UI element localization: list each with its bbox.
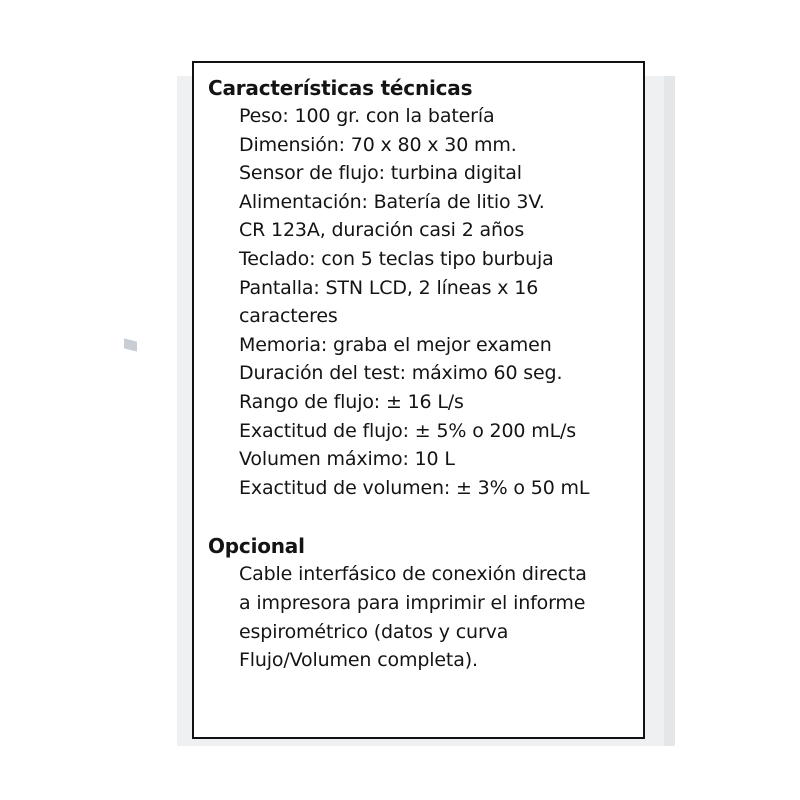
optional-description <box>208 560 638 674</box>
spec-item-keyboard: Teclado: con 5 teclas tipo burbuja <box>239 247 554 270</box>
spec-item-display-cont: caracteres <box>239 305 338 328</box>
specs-list <box>208 102 638 502</box>
optional-line: Flujo/Volumen completa). <box>239 649 478 672</box>
spec-item-memory: Memoria: graba el mejor examen <box>239 333 552 356</box>
spec-content <box>208 74 638 675</box>
spec-item-display: Pantalla: STN LCD, 2 líneas x 16 <box>239 276 539 299</box>
background-strip <box>664 76 675 746</box>
optional-line: a impresora para imprimir el informe <box>239 591 586 614</box>
side-mark <box>124 338 137 351</box>
spec-item-max-volume: Volumen máximo: 10 L <box>239 448 455 471</box>
optional-heading: Opcional <box>208 534 305 559</box>
spec-item-flow-range: Rango de flujo: ± 16 L/s <box>239 390 464 413</box>
spec-item-power: Alimentación: Batería de litio 3V. <box>239 190 545 213</box>
specs-heading: Características técnicas <box>208 76 473 100</box>
spec-item-test-duration: Duración del test: máximo 60 seg. <box>239 362 563 385</box>
spec-item-volume-accuracy: Exactitud de volumen: ± 3% o 50 mL <box>239 476 590 499</box>
spec-item-weight: Peso: 100 gr. con la batería <box>239 105 495 127</box>
spec-item-flow-sensor: Sensor de flujo: turbina digital <box>239 162 522 185</box>
spec-item-dimension: Dimensión: 70 x 80 x 30 mm. <box>239 133 517 156</box>
spec-item-flow-accuracy: Exactitud de flujo: ± 5% o 200 mL/s <box>239 419 577 442</box>
optional-line: Cable interfásico de conexión directa <box>239 563 587 586</box>
spec-item-battery: CR 123A, duración casi 2 años <box>239 219 525 242</box>
section-gap <box>208 502 638 532</box>
optional-line: espirométrico (datos y curva <box>239 620 509 643</box>
